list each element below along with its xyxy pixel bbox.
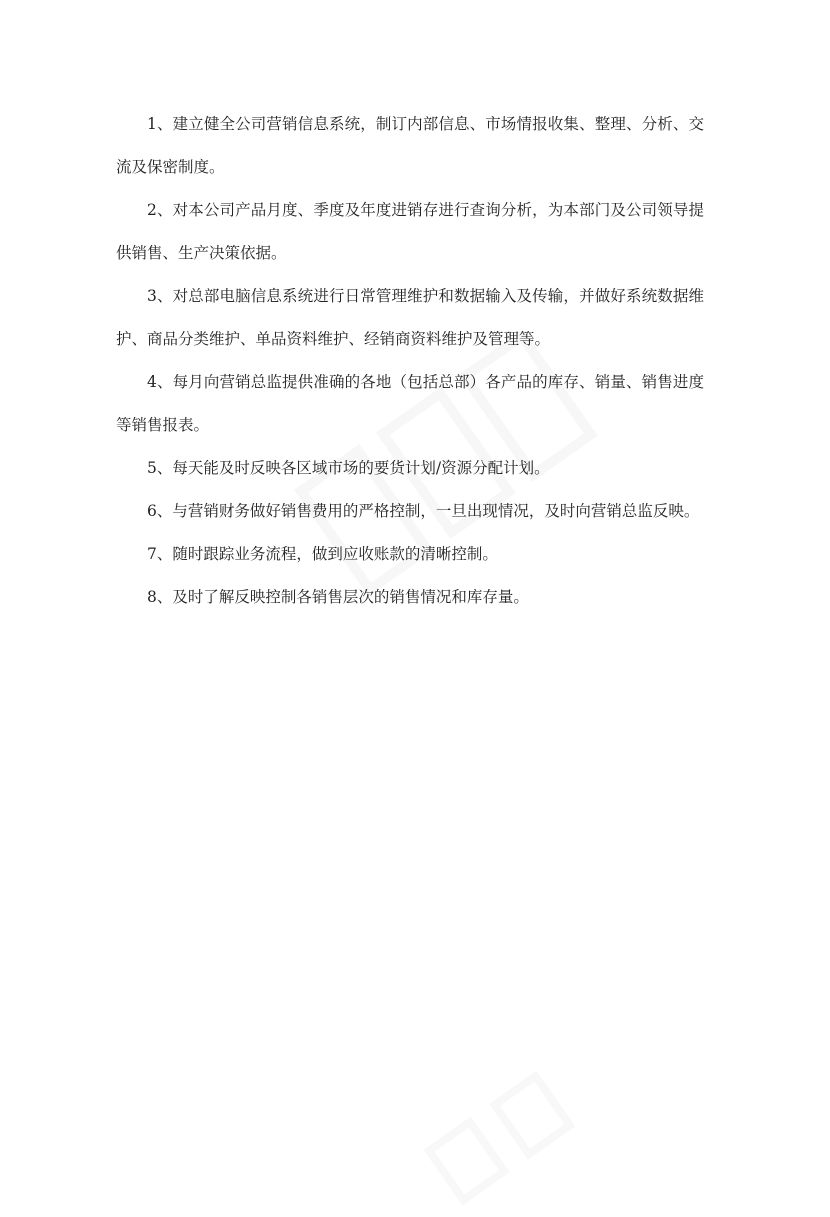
paragraph-4: 4、每月向营销总监提供准确的各地（包括总部）各产品的库存、销量、销售进度等销售报表。	[116, 373, 704, 434]
paragraph-1: 1、建立健全公司营销信息系统，制订内部信息、市场情报收集、整理、分析、交流及保密制度。	[116, 115, 704, 176]
paragraph-3: 3、对总部电脑信息系统进行日常管理维护和数据输入及传输，并做好系统数据维护、商品分类维护、单品资料维护、经销商资料维护及管理等。	[116, 287, 704, 348]
document-body	[116, 103, 704, 619]
watermark-graphic-bottom	[409, 1037, 610, 1217]
paragraph-7: 7、随时跟踪业务流程，做到应收账款的清晰控制。	[147, 545, 498, 563]
paragraph-2: 2、对本公司产品月度、季度及年度进销存进行查询分析，为本部门及公司领导提供销售、生产决策依据。	[116, 201, 704, 262]
paragraph-8: 8、及时了解反映控制各销售层次的销售情况和库存量。	[147, 588, 529, 606]
paragraph-5: 5、每天能及时反映各区域市场的要货计划/资源分配计划。	[147, 459, 550, 477]
paragraph-6: 6、与营销财务做好销售费用的严格控制，一旦出现情况，及时向营销总监反映。	[147, 502, 700, 520]
